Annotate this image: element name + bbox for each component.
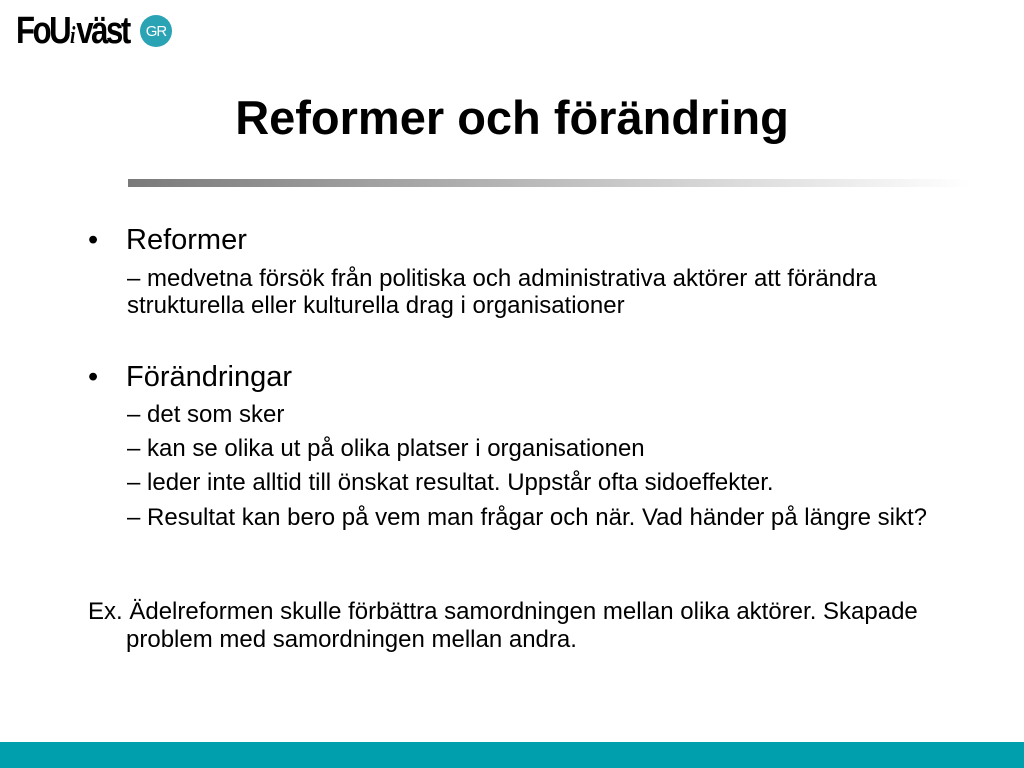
slide-title: Reformer och förändring (235, 91, 789, 144)
footer-band (0, 742, 1024, 768)
example-text: Ex. Ädelreformen skulle förbättra samordningen mellan olika aktörer. Skapade problem med samordningen mellan andra. (88, 598, 918, 653)
sub-item: – det som sker (127, 401, 285, 428)
logo-text-fou: FoU (16, 10, 70, 52)
sub-item: – Resultat kan bero på vem man frågar och när. Vad händer på längre sikt? (127, 504, 928, 531)
bullet-forandringar (88, 360, 292, 394)
logo-text-vast: väst (76, 10, 129, 52)
bullet-dot-icon: • (88, 224, 99, 256)
gr-badge-icon: GR (140, 15, 172, 47)
sub-item: – leder inte alltid till önskat resultat. Uppstår ofta sidoeffekter. (127, 469, 774, 496)
bullet-reformer (88, 223, 247, 257)
sub-item: – kan se olika ut på olika platser i organisationen (127, 435, 645, 462)
logo-text-i: i (70, 23, 76, 49)
sub-item: – medvetna försök från politiska och administrativa aktörer att förändra strukturella eller kulturella drag i organisationer (127, 265, 877, 319)
bullet-dot-icon: • (88, 361, 99, 393)
bullet-label: Förändringar (126, 361, 293, 393)
bullet-label: Reformer (126, 224, 247, 256)
